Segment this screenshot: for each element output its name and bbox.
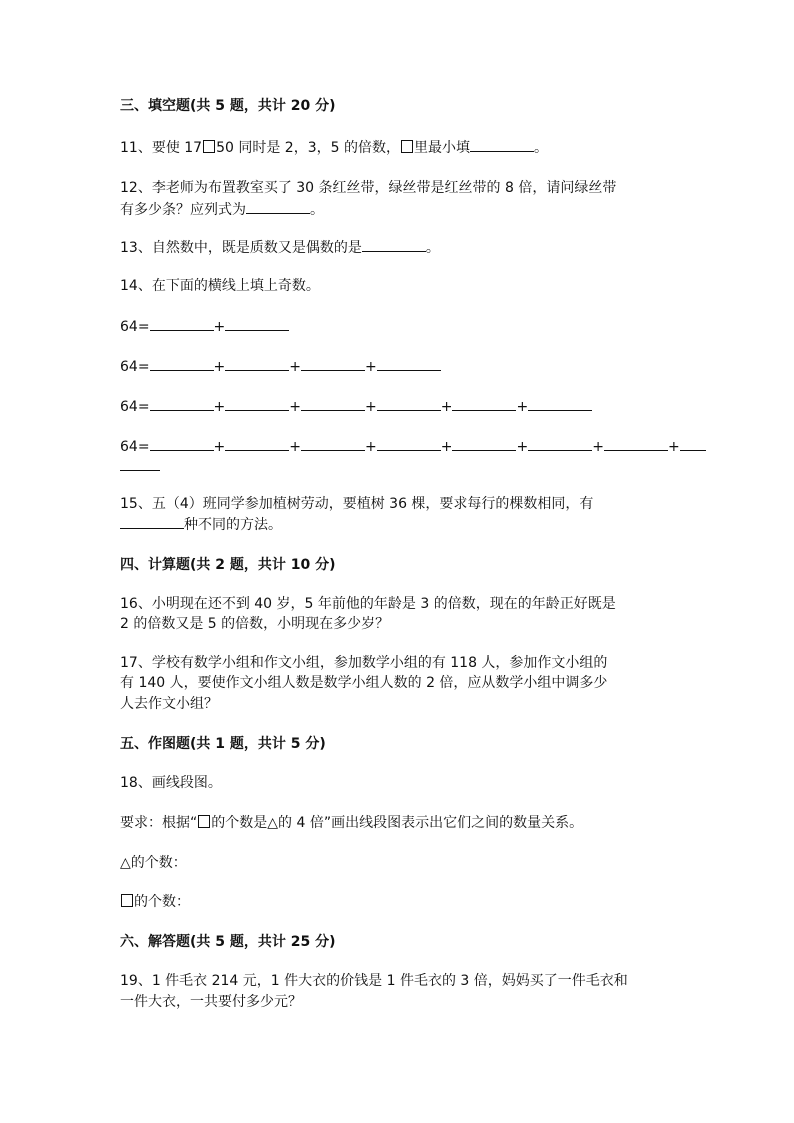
q18-req-b: 的个数是△的 4 倍”画出线段图表示出它们之间的数量关系。 <box>211 815 584 831</box>
square-icon <box>121 894 133 907</box>
plus-sign: + <box>440 399 453 415</box>
q18-title: 18、画线段图。 <box>120 775 222 791</box>
q11-text-b: 50 同时是 2，3，5 的倍数， <box>216 140 400 156</box>
q17-line-2: 有 140 人，要使作文小组人数是数学小组人数的 2 倍，应从数学小组中调多少 <box>120 675 608 691</box>
q18-triangle-count: △的个数： <box>120 855 187 871</box>
answer-blank[interactable] <box>225 316 289 331</box>
answer-blank[interactable] <box>301 436 365 451</box>
q14-row-2 <box>120 316 289 337</box>
section-4-heading: 四、计算题(共 2 题，共计 10 分) <box>120 557 336 573</box>
section-5-heading: 五、作图题(共 1 题，共计 5 分) <box>120 736 326 752</box>
square-icon <box>401 140 413 153</box>
q14-instruction: 14、在下面的横线上填上奇数。 <box>120 278 320 294</box>
q17-line-1: 17、学校有数学小组和作文小组，参加数学小组的有 118 人，参加作文小组的 <box>120 655 608 671</box>
plus-sign: + <box>516 439 529 455</box>
plus-sign: + <box>289 439 302 455</box>
answer-blank[interactable] <box>150 356 214 371</box>
q14-prefix: 64= <box>120 399 150 415</box>
q14-row-4 <box>120 356 441 377</box>
answer-blank[interactable] <box>377 396 441 411</box>
q13-text-b: 。 <box>425 240 440 256</box>
q14-row-8 <box>120 436 706 457</box>
answer-blank[interactable] <box>301 356 365 371</box>
plus-sign: + <box>213 399 226 415</box>
q19-line-1: 19、1 件毛衣 214 元，1 件大衣的价钱是 1 件毛衣的 3 倍，妈妈买了一件毛衣和 <box>120 973 628 989</box>
q12-line-2 <box>120 199 324 220</box>
q12-line-1: 12、李老师为布置教室买了 30 条红丝带，绿丝带是红丝带的 8 倍，请问绿丝带 <box>120 180 617 196</box>
answer-blank[interactable] <box>604 436 668 451</box>
plus-sign: + <box>289 359 302 375</box>
q18-sq-text: 的个数： <box>134 894 190 910</box>
answer-blank[interactable] <box>528 436 592 451</box>
section-3-heading: 三、填空题(共 5 题，共计 20 分) <box>120 98 336 114</box>
q15-text-b: 种不同的方法。 <box>184 517 282 533</box>
square-icon <box>198 815 210 828</box>
answer-blank[interactable] <box>680 436 706 451</box>
plus-sign: + <box>213 359 226 375</box>
q17-line-3: 人去作文小组？ <box>120 696 218 712</box>
q12-text-a: 有多少条？应列式为 <box>120 202 246 218</box>
plus-sign: + <box>213 319 226 335</box>
q18-req-a: 要求：根据“ <box>120 815 198 831</box>
answer-blank[interactable] <box>362 237 426 252</box>
plus-sign: + <box>440 439 453 455</box>
answer-blank[interactable] <box>301 396 365 411</box>
question-11 <box>120 137 548 158</box>
q14-row-6 <box>120 396 592 417</box>
q14-prefix: 64= <box>120 319 150 335</box>
answer-blank[interactable] <box>150 436 214 451</box>
q11-text-c: 里最小填 <box>413 140 470 156</box>
q14-prefix: 64= <box>120 439 150 455</box>
answer-blank[interactable] <box>246 199 310 214</box>
q16-line-1: 16、小明现在还不到 40 岁，5 年前他的年龄是 3 的倍数，现在的年龄正好既是 <box>120 596 616 612</box>
answer-blank[interactable] <box>528 396 592 411</box>
plus-sign: + <box>289 399 302 415</box>
q13-text-a: 13、自然数中，既是质数又是偶数的是 <box>120 240 362 256</box>
answer-blank[interactable] <box>120 514 184 529</box>
section-6-heading: 六、解答题(共 5 题，共计 25 分) <box>120 934 336 950</box>
answer-blank[interactable] <box>225 436 289 451</box>
plus-sign: + <box>365 359 377 375</box>
answer-blank[interactable] <box>470 137 534 152</box>
q15-line-2 <box>120 514 282 535</box>
answer-blank[interactable] <box>225 356 289 371</box>
answer-blank[interactable] <box>452 396 516 411</box>
q18-requirement <box>120 813 583 833</box>
q15-line-1: 15、五（4）班同学参加植树劳动，要植树 36 棵，要求每行的棵数相同，有 <box>120 496 594 512</box>
answer-blank[interactable] <box>452 436 516 451</box>
q19-line-2: 一件大衣，一共要付多少元？ <box>120 994 302 1010</box>
q14-prefix: 64= <box>120 359 150 375</box>
plus-sign: + <box>516 399 529 415</box>
q12-text-b: 。 <box>310 202 324 218</box>
question-13 <box>120 237 440 258</box>
plus-sign: + <box>592 439 604 455</box>
plus-sign: + <box>213 439 226 455</box>
answer-blank[interactable] <box>377 356 441 371</box>
square-icon <box>203 140 215 153</box>
answer-blank[interactable] <box>377 436 441 451</box>
q11-text-a: 11、要使 17 <box>120 140 203 156</box>
plus-sign: + <box>667 439 680 455</box>
q18-square-count <box>120 892 190 912</box>
q16-line-2: 2 的倍数又是 5 的倍数，小明现在多少岁？ <box>120 616 390 632</box>
answer-blank[interactable] <box>150 396 214 411</box>
plus-sign: + <box>365 439 377 455</box>
answer-blank[interactable] <box>120 456 160 471</box>
answer-blank[interactable] <box>150 316 214 331</box>
q14-row-8-wrap <box>120 456 160 477</box>
q11-text-d: 。 <box>533 140 548 156</box>
plus-sign: + <box>365 399 377 415</box>
answer-blank[interactable] <box>225 396 289 411</box>
